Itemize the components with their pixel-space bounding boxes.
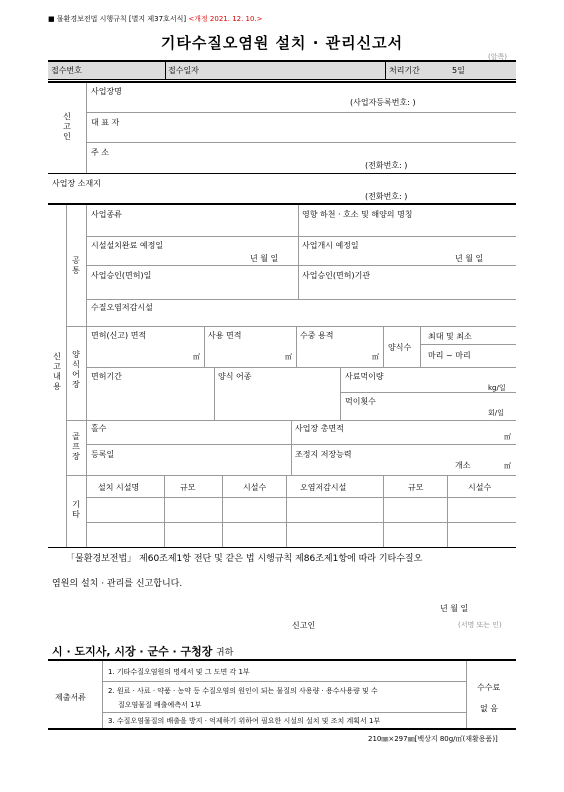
license-area-unit: ㎡	[193, 353, 200, 361]
site-total-area-label: 사업장 총면적	[295, 424, 344, 433]
applicant-phone[interactable]: (전화번호: )	[365, 161, 408, 170]
other-header-scale: 규모	[180, 483, 196, 492]
business-start-date-value[interactable]: 년 월 일	[455, 254, 484, 263]
license-period-label: 면허기간	[91, 372, 122, 381]
affected-waters-label: 영향 하천 · 호소 및 해양의 명칭	[302, 210, 413, 219]
max-min-label: 최대 및 최소	[428, 332, 472, 341]
other-header-scale-2: 규모	[408, 483, 424, 492]
reservoir-capacity-label: 조정지 저장능력	[295, 450, 352, 459]
install-completion-date-label: 시설설치완료 예정일	[91, 241, 164, 250]
address-label: 주 소	[91, 148, 109, 157]
species-label: 양식 어종	[218, 372, 252, 381]
holes-label: 홀수	[91, 424, 107, 433]
processing-period-value: 5일	[452, 66, 465, 75]
attachment-item-1: 1. 기타수질오염원의 명세서 및 그 도면 각 1부	[108, 668, 250, 676]
other-header-count-2: 시설수	[468, 483, 492, 492]
business-reg-number[interactable]: (사업자등록번호: )	[350, 98, 416, 107]
processing-period-label: 처리기간	[389, 66, 420, 75]
revision-note: <개정 2021. 12. 10.>	[188, 15, 263, 23]
signature-placeholder[interactable]: (서명 또는 인)	[458, 621, 502, 629]
page-side-label: (앞쪽)	[488, 53, 507, 61]
form-reference: ■ 물환경보전법 시행규칙 [별지 제37호서식] <개정 2021. 12. 10.>	[48, 15, 263, 23]
pollution-reduction-facility-label: 수질오염저감시설	[91, 303, 153, 312]
site-location-label: 사업장 소재지	[52, 179, 101, 188]
report-section-label: 신고내용	[53, 352, 61, 391]
receipt-bar	[48, 61, 516, 79]
attachment-item-3: 3. 수질오염물질의 배출을 방지 · 억제하기 위하여 필요한 시설의 설치 및 조치 계획서 1부	[108, 717, 381, 725]
site-total-area-unit: ㎡	[504, 433, 511, 441]
site-phone[interactable]: (전화번호: )	[365, 192, 408, 201]
water-volume-label: 수중 용적	[300, 331, 334, 340]
declaration-date[interactable]: 년 월 일	[440, 604, 469, 613]
receipt-number-label: 접수번호	[51, 66, 82, 75]
addressee: 시 · 도지사, 시장 · 군수 · 구청장 귀하	[52, 645, 234, 658]
business-type-label: 사업종류	[91, 210, 122, 219]
feed-times-unit: 회/일	[488, 409, 504, 417]
license-area-label: 면허(신고) 면적	[91, 331, 147, 340]
attachment-item-2: 2. 원료 · 사료 · 약품 · 농약 등 수질오염의 원인이 되는 물질의 사용량 · 용수사용량 및 수	[108, 687, 378, 695]
attachments-label: 제출서류	[55, 693, 86, 702]
fee-value: 없 음	[480, 704, 498, 713]
stock-count-label: 양식수	[388, 343, 412, 352]
fish-farm-section-label: 양식어장	[72, 350, 80, 389]
golf-section-label: 골프장	[72, 432, 80, 461]
other-section-label: 기타	[72, 500, 80, 519]
attachment-item-2-cont: 질오염물질 배출예측서 1부	[118, 701, 202, 709]
receipt-date-label: 접수일자	[168, 66, 199, 75]
declaration-line-2: 염원의 설치 · 관리를 신고합니다.	[52, 579, 183, 589]
used-area-label: 사용 면적	[208, 331, 242, 340]
other-header-reduction-facility: 오염저감시설	[300, 483, 347, 492]
approval-agency-label: 사업승인(면허)기관	[302, 271, 371, 280]
reservoir-count-unit: 개소	[455, 461, 471, 470]
feed-amount-unit: kg/일	[488, 384, 506, 392]
feed-amount-label: 사료먹이량	[345, 372, 384, 381]
business-name-label: 사업장명	[91, 87, 122, 96]
used-area-unit: ㎡	[285, 353, 292, 361]
approval-date-label: 사업승인(면허)일	[91, 271, 152, 280]
declaration-line-1: 「물환경보전법」 제60조제1항 전단 및 같은 법 시행규칙 제86조제1항에 따라 기타수질오	[66, 554, 423, 564]
other-header-count: 시설수	[243, 483, 267, 492]
fee-label: 수수료	[477, 683, 501, 692]
business-start-date-label: 사업개시 예정일	[302, 241, 359, 250]
reporter-label: 신고인	[292, 621, 316, 630]
applicant-section-label: 신고인	[63, 112, 71, 141]
other-header-facility: 설치 시설명	[98, 483, 140, 492]
stock-range-value[interactable]: 마리 ~ 마리	[428, 351, 471, 360]
registration-date-label: 등록일	[91, 450, 115, 459]
install-completion-date-value[interactable]: 년 월 일	[250, 254, 279, 263]
representative-label: 대 표 자	[91, 118, 120, 127]
page-title: 기타수질오염원 설치 · 관리신고서	[160, 34, 404, 52]
paper-spec-footer: 210㎜×297㎜[백상지 80g/㎡(재활용품)]	[368, 735, 498, 743]
feed-times-label: 먹이횟수	[345, 397, 376, 406]
water-volume-unit: ㎥	[372, 353, 379, 361]
common-section-label: 공통	[72, 256, 80, 275]
reservoir-area-unit: ㎡	[504, 462, 511, 470]
